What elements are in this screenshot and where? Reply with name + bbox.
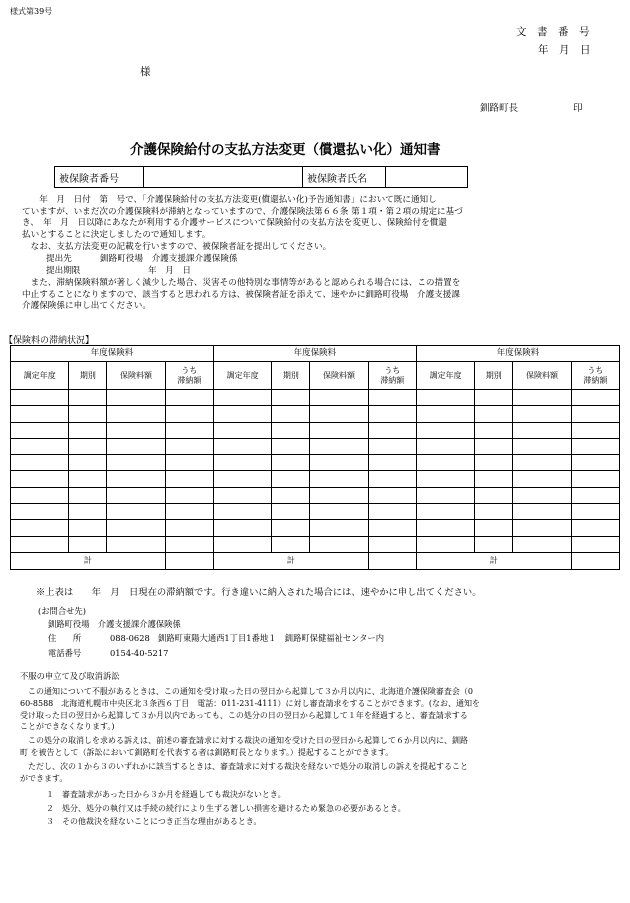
table-cell[interactable] [213,455,271,471]
table-cell[interactable] [310,536,368,552]
arrears-amount-header: うち 滞納額 [165,362,213,390]
table-cell[interactable] [165,455,213,471]
appeal-conditions-list [46,788,406,829]
table-cell[interactable] [571,487,619,503]
submit-to-label: 提出先 [46,254,72,264]
table-cell[interactable] [368,438,416,454]
insured-name-field[interactable] [386,167,468,188]
text-line: ていますが、いまだ次の介護保険料が滞納となっていますので、介護保険法第６６条 第１項・第２項の規定に基づ [22,206,463,217]
table-cell[interactable] [475,536,513,552]
table-cell[interactable] [368,471,416,487]
table-cell[interactable] [513,422,571,438]
premium-amount-header: 保険料額 [107,362,165,390]
table-cell[interactable] [11,504,69,520]
table-cell[interactable] [571,504,619,520]
issuer-name: 釧路町長 [480,103,519,114]
table-cell[interactable] [213,406,271,422]
table-cell[interactable] [165,471,213,487]
table-cell[interactable] [165,536,213,552]
table-cell[interactable] [416,520,474,536]
table-cell[interactable] [368,406,416,422]
text-line: ができます。 [20,773,68,783]
contact-phone-value: 0154-40-5217 [110,648,169,658]
table-cell[interactable] [107,520,165,536]
premium-amount-header: 保険料額 [513,362,571,390]
deadline-value: 年 月 日 [148,266,191,276]
table-cell[interactable] [416,390,474,406]
table-cell[interactable] [310,438,368,454]
table-cell[interactable] [272,406,310,422]
fiscal-year-premium-header: 年度保険料 [416,346,619,362]
table-cell[interactable] [571,390,619,406]
table-cell[interactable] [513,438,571,454]
text-line: また、滞納保険料額が著しく減少した場合、災害その他特別な事情等があると認められる場合には、この措置を [22,278,461,288]
table-cell[interactable] [513,471,571,487]
table-cell[interactable] [69,536,107,552]
table-cell[interactable] [475,520,513,536]
text-line: 介護保険係に申し出てください。 [22,301,151,312]
table-cell[interactable] [107,406,165,422]
table-cell[interactable] [69,406,107,422]
contact-address-value: 088-0628 釧路町東陽大通西1丁目1番地１ 釧路町保健福祉センター内 [110,633,384,643]
table-cell[interactable] [11,390,69,406]
table-cell[interactable] [107,536,165,552]
table-cell[interactable] [368,390,416,406]
arrears-date-note: ※上表は 年 月 日現在の滞納額です。行き違いに納入された場合には、速やかに申し出てください。 [36,587,482,598]
appeal-paragraph-2 [20,735,468,759]
table-cell[interactable] [571,536,619,552]
table-cell[interactable] [107,487,165,503]
table-cell[interactable] [571,422,619,438]
table-row [11,471,620,487]
text-line: き、 年 月 日以降にあなたが利用する介護サービスについて保険給付の支払方法を変更し、保険給付を償還 [22,218,447,229]
table-cell[interactable] [165,504,213,520]
table-cell[interactable] [107,390,165,406]
table-cell[interactable] [11,455,69,471]
text-line: 中止することになりますので、該当すると思われる方は、被保険者証を添えて、速やかに釧路町役場 介護支援課 [22,289,460,300]
list-item: １ 審査請求があった日から３か月を経過しても裁決がないとき。 [46,790,286,799]
table-cell[interactable] [69,422,107,438]
text-line: この通知について不服があるときは、この通知を受け取った日の翌日から起算して３か月以内に、北海道介護保険審査会（0 [20,687,473,696]
table-cell[interactable] [310,390,368,406]
table-cell[interactable] [513,504,571,520]
table-cell[interactable] [571,471,619,487]
table-cell[interactable] [416,406,474,422]
table-cell[interactable] [475,406,513,422]
total-label: 計 [11,552,166,569]
text-line: ことができなくなります。) [20,722,115,732]
text-line: 60-8588 北海道札幌市中央区北３条西６丁目 電話：011-231-4111）に対し審査請求をすることができます。(なお、通知を [20,698,481,708]
document-date-label: 年 月 日 [538,44,591,56]
document-number-label: 文 書 番 号 [516,26,590,38]
appeal-paragraph-3 [20,761,468,785]
table-cell[interactable] [416,438,474,454]
appeal-paragraph-1 [20,686,480,733]
arrears-amount-header: うち 滞納額 [571,362,619,390]
table-cell[interactable] [272,390,310,406]
text-line: 受け取った日の翌日から起算して３か月以内であっても、この処分の日の翌日から起算して１年を経過すると、審査請求する [20,710,468,720]
addressee-suffix: 様 [140,66,151,78]
table-cell[interactable] [165,487,213,503]
table-cell[interactable] [310,422,368,438]
table-cell[interactable] [165,438,213,454]
table-cell[interactable] [310,520,368,536]
table-cell[interactable] [11,422,69,438]
table-cell[interactable] [213,504,271,520]
seal-mark: 印 [573,103,583,114]
table-cell[interactable] [272,536,310,552]
table-cell[interactable] [165,406,213,422]
table-cell[interactable] [368,504,416,520]
installment-header: 期別 [69,362,107,390]
assessment-year-header: 調定年度 [11,362,69,390]
table-cell[interactable] [69,504,107,520]
table-row [11,438,620,454]
table-cell[interactable] [11,471,69,487]
arrears-section-title: 【保険料の滞納状況】 [4,336,95,346]
table-cell[interactable] [368,520,416,536]
total-arrears-cell[interactable] [368,552,416,569]
table-row [11,406,620,422]
table-cell[interactable] [107,455,165,471]
table-cell[interactable] [416,471,474,487]
table-cell[interactable] [416,504,474,520]
table-cell[interactable] [513,487,571,503]
notice-paragraph-1 [22,195,463,241]
table-cell[interactable] [571,438,619,454]
table-cell[interactable] [571,406,619,422]
notice-paragraph-2: なお、支払方法変更の記載を行いますので、被保険者証を提出してください。 [22,242,332,252]
table-cell[interactable] [475,390,513,406]
table-cell[interactable] [165,520,213,536]
table-cell[interactable] [272,487,310,503]
table-cell[interactable] [107,422,165,438]
table-cell[interactable] [107,471,165,487]
insured-name-label: 被保険者氏名 [303,167,386,188]
submit-to-value: 釧路町役場 介護支援課介護保険係 [100,254,238,264]
contact-address-label: 住 所 [48,633,82,643]
total-arrears-cell[interactable] [165,552,213,569]
table-cell[interactable] [11,536,69,552]
table-row [11,520,620,536]
table-row [11,390,620,406]
table-cell[interactable] [416,536,474,552]
form-number: 様式第39号 [10,7,53,16]
table-cell[interactable] [368,536,416,552]
total-label: 計 [416,552,571,569]
insured-number-field[interactable] [144,167,303,188]
table-cell[interactable] [475,455,513,471]
table-cell[interactable] [368,422,416,438]
table-cell[interactable] [571,520,619,536]
assessment-year-header: 調定年度 [416,362,474,390]
table-cell[interactable] [272,438,310,454]
table-cell[interactable] [475,504,513,520]
fiscal-year-premium-header: 年度保険料 [213,346,416,362]
table-cell[interactable] [69,487,107,503]
table-cell[interactable] [310,471,368,487]
table-cell[interactable] [11,487,69,503]
installment-header: 期別 [272,362,310,390]
table-cell[interactable] [272,471,310,487]
premium-amount-header: 保険料額 [310,362,368,390]
table-cell[interactable] [310,487,368,503]
assessment-year-header: 調定年度 [213,362,271,390]
table-cell[interactable] [107,504,165,520]
table-cell[interactable] [513,536,571,552]
list-item: ２ 処分、処分の執行又は手続の続行により生ずる著しい損害を避けるため緊急の必要があるとき。 [46,803,406,813]
table-cell[interactable] [310,455,368,471]
table-cell[interactable] [571,455,619,471]
table-cell[interactable] [368,487,416,503]
fiscal-year-premium-header: 年度保険料 [11,346,214,362]
table-cell[interactable] [213,422,271,438]
table-cell[interactable] [475,422,513,438]
table-cell[interactable] [272,455,310,471]
table-cell[interactable] [272,422,310,438]
text-line: 町 を被告として（訴訟において釧路町を代表する者は釧路町長となります。）提起することができます。 [20,747,394,757]
contact-office: 釧路町役場 介護支援課介護保険係 [48,619,181,629]
total-arrears-cell[interactable] [571,552,619,569]
table-cell[interactable] [475,487,513,503]
table-cell[interactable] [475,471,513,487]
table-row [11,455,620,471]
table-cell[interactable] [107,438,165,454]
table-cell[interactable] [213,536,271,552]
table-cell[interactable] [11,438,69,454]
notice-paragraph-3 [22,278,460,313]
table-cell[interactable] [11,520,69,536]
appeal-heading: 不服の申立て及び取消訴訟 [20,671,120,681]
arrears-table [10,345,620,570]
total-row [11,552,620,569]
table-cell[interactable] [416,487,474,503]
table-cell[interactable] [69,471,107,487]
text-line: 払いとすることに決定しましたので通知します。 [22,229,211,240]
table-cell[interactable] [165,390,213,406]
table-cell[interactable] [368,455,416,471]
table-cell[interactable] [69,390,107,406]
table-row [11,422,620,438]
table-cell[interactable] [165,422,213,438]
table-cell[interactable] [513,520,571,536]
table-cell[interactable] [513,406,571,422]
table-cell[interactable] [69,455,107,471]
deadline-label: 提出期限 [46,266,81,276]
arrears-amount-header: うち 滞納額 [368,362,416,390]
table-cell[interactable] [213,520,271,536]
table-cell[interactable] [213,390,271,406]
page-title: 介護保険給付の支払方法変更（償還払い化）通知書 [130,142,441,158]
table-cell[interactable] [272,520,310,536]
table-cell[interactable] [310,406,368,422]
text-line: この処分の取消しを求める訴えは、前述の審査請求に対する裁決の通知を受けた日の翌日から起算して６か月以内に、釧路 [20,736,468,745]
table-row [11,536,620,552]
insured-info-table [54,166,468,188]
table-cell[interactable] [416,455,474,471]
table-row [11,487,620,503]
table-cell[interactable] [69,520,107,536]
table-cell[interactable] [272,504,310,520]
table-cell[interactable] [69,438,107,454]
table-cell[interactable] [513,455,571,471]
installment-header: 期別 [475,362,513,390]
table-cell[interactable] [213,438,271,454]
text-line: 年 月 日付 第 号で、「介護保険給付の支払方法変更(償還払い化)予告通知書」において既に通知し [22,195,437,205]
total-label: 計 [213,552,368,569]
insured-number-label: 被保険者番号 [55,167,144,188]
table-cell[interactable] [475,438,513,454]
contact-heading: (お問合せ先) [38,606,86,616]
table-cell[interactable] [310,504,368,520]
table-cell[interactable] [11,406,69,422]
contact-phone-label: 電話番号 [48,648,82,658]
table-cell[interactable] [416,422,474,438]
table-cell[interactable] [213,487,271,503]
table-cell[interactable] [513,390,571,406]
table-cell[interactable] [213,471,271,487]
text-line: ただし、次の１から３のいずれかに該当するときは、審査請求に対する裁決を経ないで処分の取消しの訴えを提起すること [20,762,468,771]
list-item: ３ その他裁決を経ないことにつき正当な理由があるとき。 [46,817,262,826]
table-row [11,504,620,520]
